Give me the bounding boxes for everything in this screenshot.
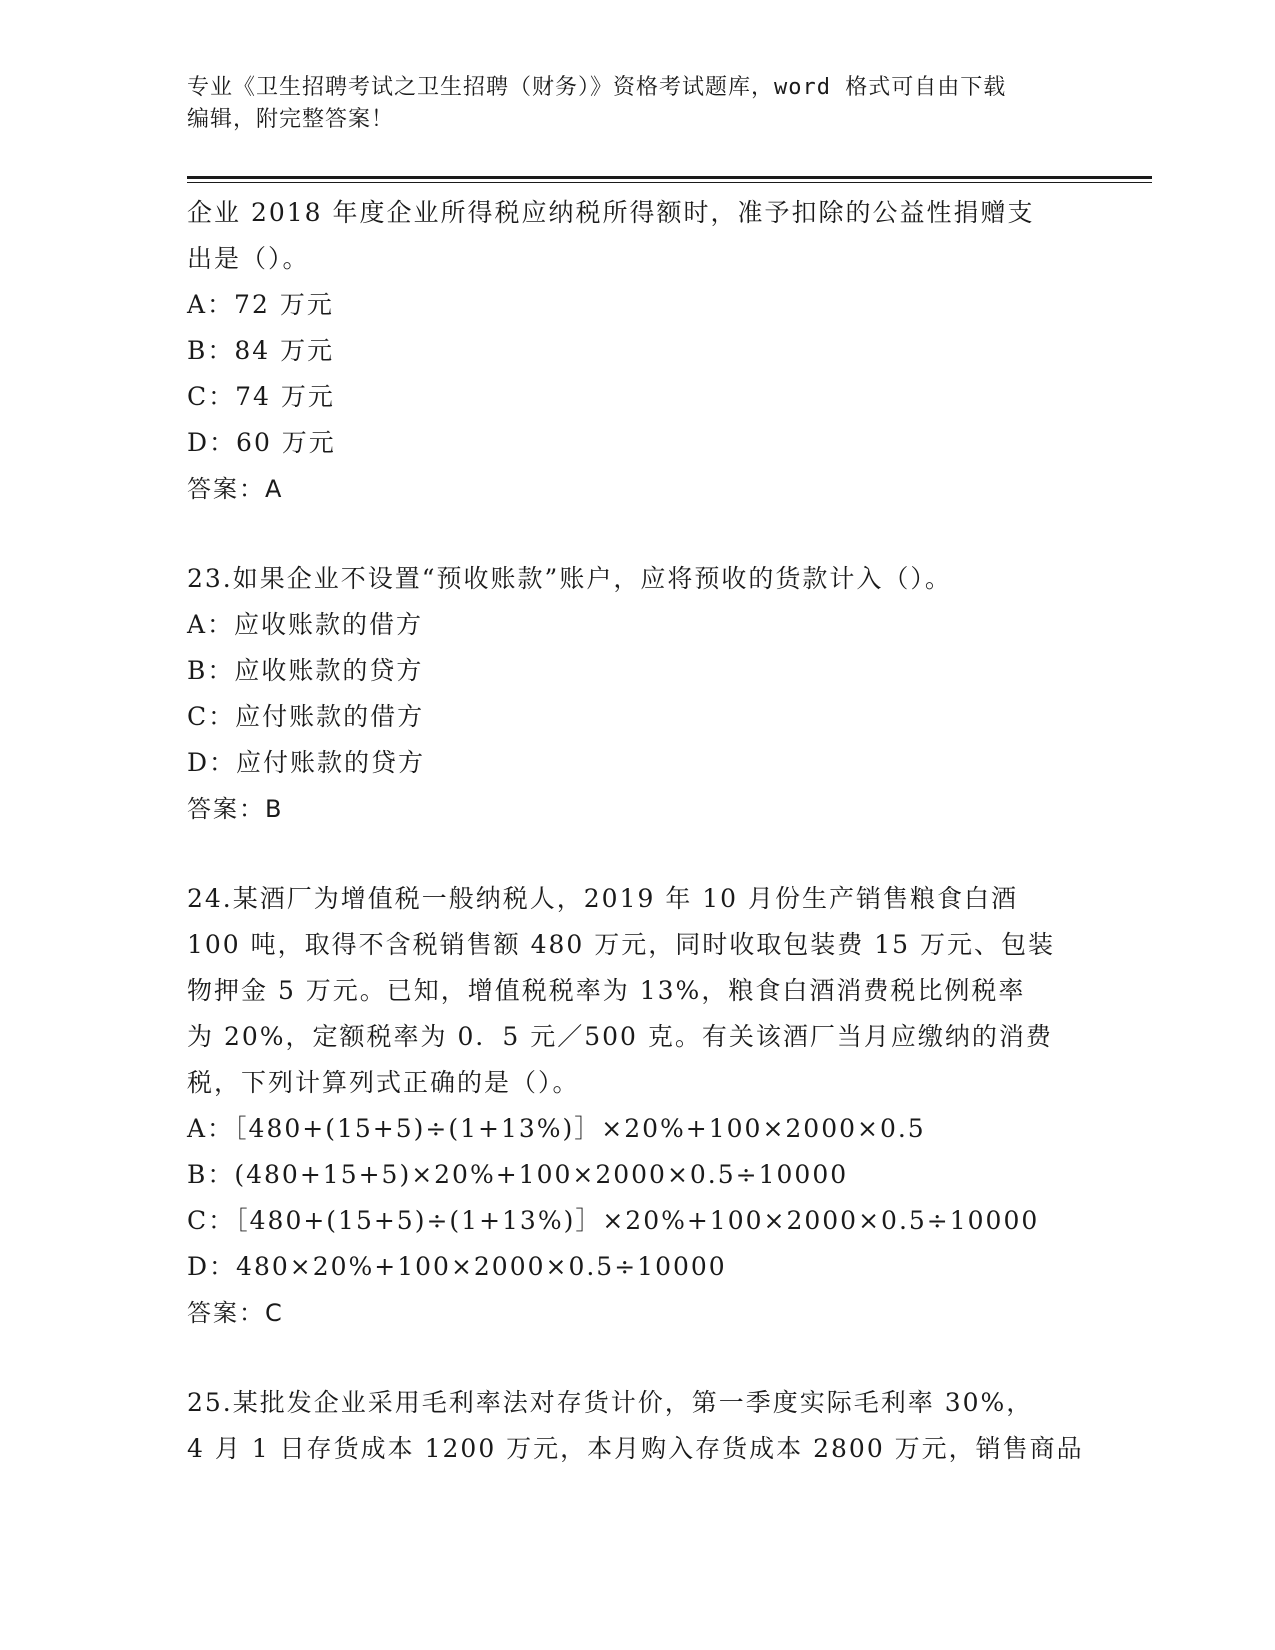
question-text-line: 物押金 5 万元。已知，增值税税率为 13%，粮食白酒消费税比例税率 xyxy=(187,976,1026,1005)
header-divider-thick xyxy=(187,176,1152,179)
question-text-line: 税，下列计算列式正确的是（）。 xyxy=(187,1068,580,1097)
question-text-line: 4 月 1 日存货成本 1200 万元，本月购入存货成本 2800 万元，销售商品 xyxy=(187,1434,1084,1463)
answer-label: 答案：A xyxy=(187,475,284,503)
answer-label: 答案：C xyxy=(187,1299,284,1327)
option-c: C：应付账款的借方 xyxy=(187,702,425,731)
question-text-line: 出是（）。 xyxy=(187,244,310,273)
header-line-2: 编辑，附完整答案！ xyxy=(187,107,395,132)
question-25 xyxy=(187,1380,1087,1472)
question-24 xyxy=(187,876,1087,1336)
question-text-line: 为 20%，定额税率为 0．5 元／500 克。有关该酒厂当月应缴纳的消费 xyxy=(187,1022,1053,1051)
option-c: C：74 万元 xyxy=(187,382,335,411)
question-text-line: 企业 2018 年度企业所得税应纳税所得额时，准予扣除的公益性捐赠支 xyxy=(187,198,1035,227)
option-b: B：应收账款的贷方 xyxy=(187,656,424,685)
option-d: D：应付账款的贷方 xyxy=(187,748,426,777)
option-c: C：［480+(15+5)÷(1+13%)］×20%+100×2000×0.5÷10000 xyxy=(187,1206,1040,1235)
option-a: A：应收账款的借方 xyxy=(187,610,424,639)
question-text-line: 23.如果企业不设置“预收账款”账户，应将预收的货款计入（）。 xyxy=(187,564,952,593)
header-divider-thin xyxy=(187,182,1152,183)
question-22 xyxy=(187,190,1087,512)
question-spacer xyxy=(187,832,1087,876)
question-text-line: 25.某批发企业采用毛利率法对存货计价，第一季度实际毛利率 30%， xyxy=(187,1388,1034,1417)
option-d: D：60 万元 xyxy=(187,428,336,457)
option-b: B：84 万元 xyxy=(187,336,335,365)
question-text-line: 24.某酒厂为增值税一般纳税人，2019 年 10 月份生产销售粮食白酒 xyxy=(187,884,1019,913)
question-spacer xyxy=(187,512,1087,556)
option-a: A：［480+(15+5)÷(1+13%)］×20%+100×2000×0.5 xyxy=(187,1114,926,1143)
question-23 xyxy=(187,556,1087,832)
question-text-line: 100 吨，取得不含税销售额 480 万元，同时收取包装费 15 万元、包装 xyxy=(187,930,1055,959)
question-content xyxy=(187,190,1087,1472)
header-line-1: 专业《卫生招聘考试之卫生招聘（财务）》资格考试题库，word 格式可自由下载 xyxy=(187,75,1007,100)
document-header xyxy=(187,72,1067,136)
option-d: D：480×20%+100×2000×0.5÷10000 xyxy=(187,1252,727,1281)
question-spacer xyxy=(187,1336,1087,1380)
answer-label: 答案：B xyxy=(187,795,284,823)
option-b: B：(480+15+5)×20%+100×2000×0.5÷10000 xyxy=(187,1160,849,1189)
option-a: A：72 万元 xyxy=(187,290,334,319)
